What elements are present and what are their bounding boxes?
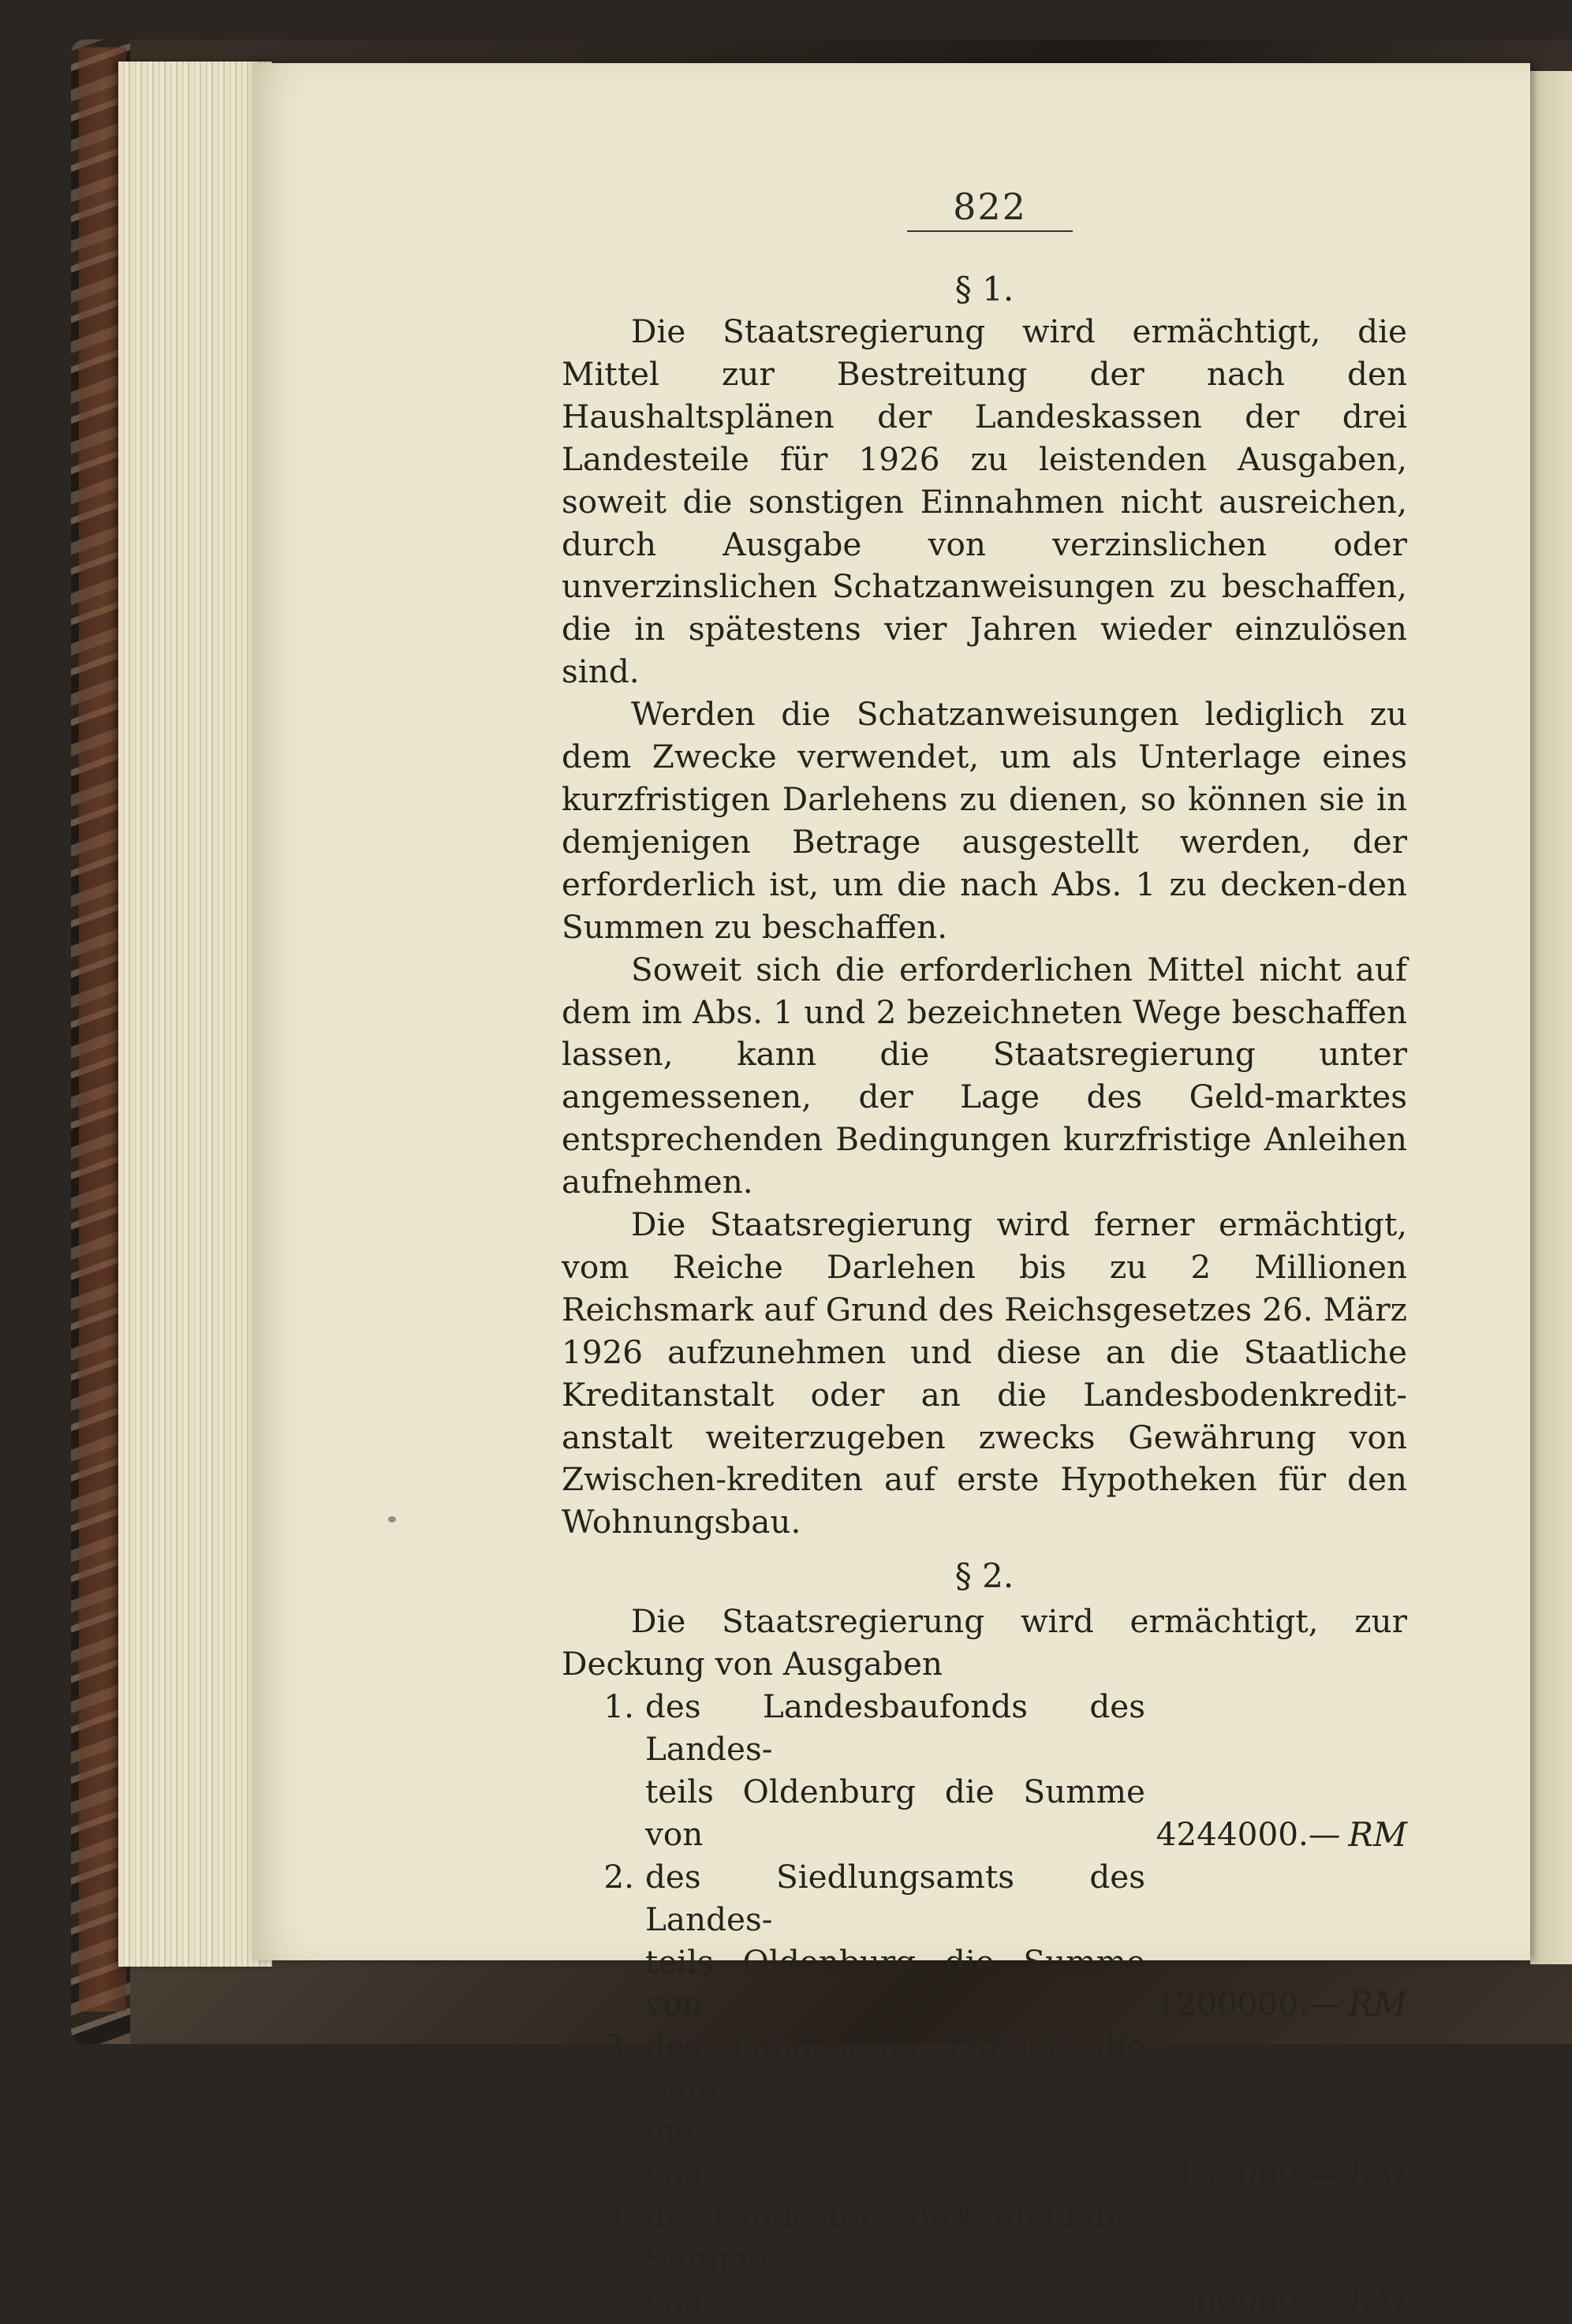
list-item <box>562 1686 1407 1856</box>
next-page-edge <box>1530 71 1572 1964</box>
item-description <box>645 2026 1145 2196</box>
page-content <box>562 268 1407 2324</box>
leader-dots: . . . . . . . <box>832 2240 1145 2321</box>
item-number: 4. <box>603 2197 634 2236</box>
item-description <box>645 2196 1145 2324</box>
item-amount: 300000.— <box>1176 2282 1341 2321</box>
section-1-paragraph-4: Die Staatsregierung wird ferner ermächtigt, vom Reiche Darlehen bis zu 2 Millionen Reichsmark auf Grund des Reichsgesetzes 26. März 1926 aufzunehmen und diese an die Staatliche Kreditanstalt oder an die Landesbodenkredit-anstalt weiterzugeben zwecks Gewährung von Zwischen-krediten auf erste Hypotheken für den Wohnungsbau. <box>562 1205 1407 1541</box>
item-amount-cell <box>1145 1686 1407 1856</box>
item-description <box>645 1686 1145 1856</box>
item-amount-cell <box>1145 2196 1407 2324</box>
item-number: 2. <box>603 1857 634 1896</box>
item-line-1: des Landesteils Lübeck die Sum- <box>645 2027 1145 2109</box>
item-unit: RM <box>1348 1814 1407 1854</box>
item-line-1: des Landesbaufonds des Landes- <box>645 1687 1145 1768</box>
expenditure-list <box>562 1686 1407 2324</box>
item-line-2: teils Oldenburg die Summe von <box>645 1772 1145 1853</box>
page-number: 822 <box>953 185 1027 228</box>
item-line-2: teils Oldenburg die Summe von <box>645 1942 1145 2023</box>
item-line-1: des Siedlungsamts des Landes- <box>645 1857 1145 1938</box>
item-amount: 4244000.— <box>1156 1814 1341 1853</box>
item-number: 1. <box>603 1687 634 1726</box>
item-unit: RM <box>1348 2282 1407 2322</box>
item-line-2-row <box>645 2239 1145 2324</box>
item-line-2: me von <box>645 2113 704 2194</box>
list-item <box>562 2196 1407 2324</box>
item-line-2-row <box>645 1941 1145 2027</box>
item-unit: RM <box>1348 1985 1407 2024</box>
list-item <box>562 2026 1407 2196</box>
section-1-paragraph-1: Die Staatsregierung wird ermächtigt, die Mittel zur Bestreitung der nach den Haushaltsplänen der Landeskassen der drei Landesteile für 1926 zu leistenden Ausgaben, soweit die sonstigen Einnahmen nicht ausreichen, durch Ausgabe von verzinslichen oder unverzinslichen Schatzanweisungen zu beschaffen, die in spätestens vier Jahren wieder einzulösen sind. <box>562 312 1407 691</box>
item-amount: 1200000.— <box>1156 1985 1341 2023</box>
item-line-2-row <box>645 1771 1145 1856</box>
header-rule <box>907 230 1073 232</box>
list-item <box>562 1856 1407 2027</box>
item-amount-cell <box>1145 1856 1407 2027</box>
page-stack-edges <box>118 62 272 1967</box>
section-1-heading: § 1. <box>954 270 1014 308</box>
item-description <box>645 1856 1145 2027</box>
item-amount: 134000.— <box>1176 2155 1341 2194</box>
item-amount-cell <box>1145 2026 1407 2196</box>
section-1-paragraph-3: Soweit sich die erforderlichen Mittel nicht auf dem im Abs. 1 und 2 bezeichneten Wege beschaffen lassen, kann die Staatsregierung unter angemessenen, der Lage des Geld-marktes entsprechenden Bedingungen kurzfristige Anleihen aufnehmen. <box>562 950 1407 1201</box>
item-unit: RM <box>1348 2155 1407 2195</box>
margin-mark <box>388 1516 396 1523</box>
item-line-2-row <box>645 2111 1145 2196</box>
section-2-heading: § 2. <box>954 1556 1014 1596</box>
leader-dots: . . . . . . . . . <box>755 2113 1145 2194</box>
item-number: 3. <box>603 2027 634 2066</box>
item-line-1: des Landesteils Birkenfeld die <box>645 2197 1136 2236</box>
section-2-intro: Die Staatsregierung wird ermächtigt, zur Deckung von Ausgaben <box>562 1602 1407 1683</box>
item-line-2: Summe von <box>645 2240 767 2321</box>
section-1-paragraph-2: Werden die Schatzanweisungen lediglich zu dem Zwecke verwendet, um als Unterlage eines kurzfristigen Darlehens zu dienen, so können sie in demjenigen Betrage ausgestellt werden, der erforderlich ist, um die nach Abs. 1 zu decken-den Summen zu beschaffen. <box>562 695 1407 946</box>
